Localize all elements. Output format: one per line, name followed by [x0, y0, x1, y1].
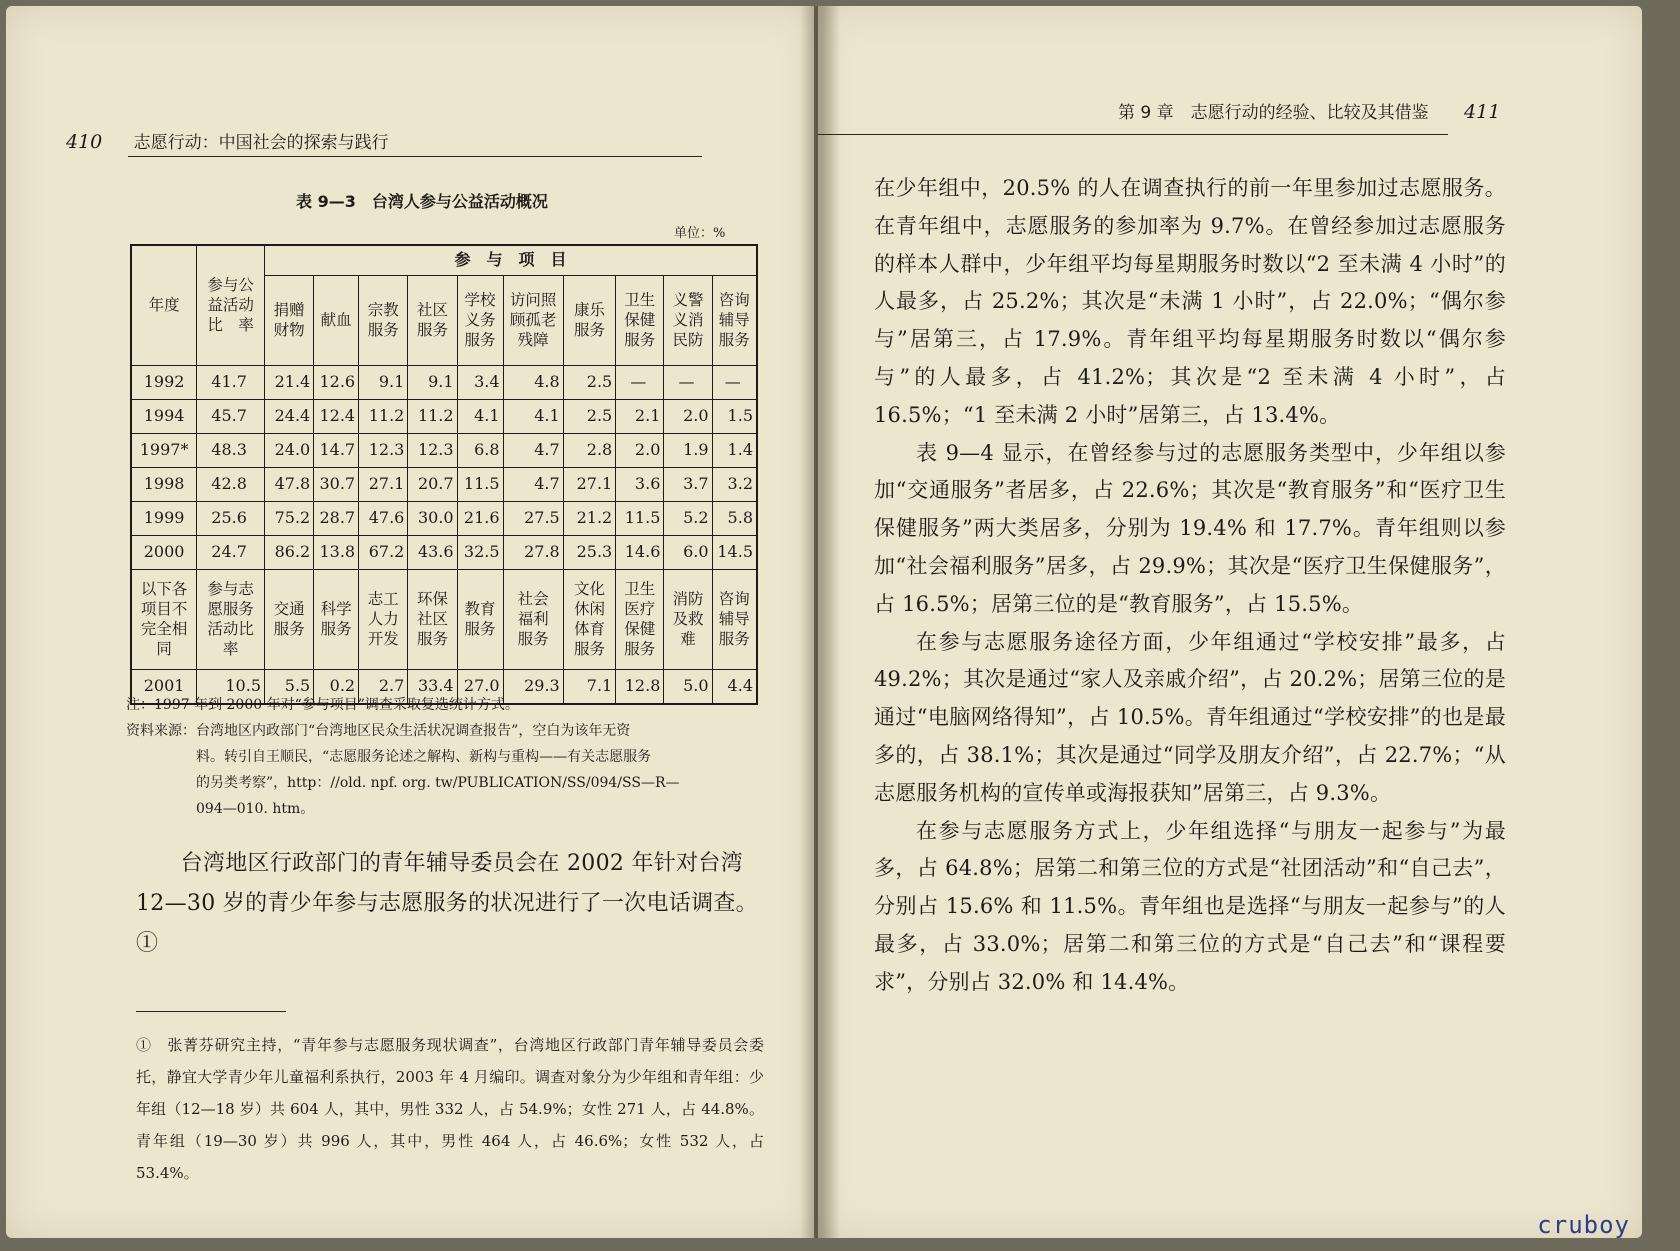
second-header-year: 以下各 项目不 完全相 同: [131, 569, 197, 669]
cell-value: —: [616, 365, 664, 399]
running-title-left: 志愿行动：中国社会的探索与践行: [133, 133, 389, 153]
cell-value: 1.4: [712, 433, 757, 467]
cell-value: 13.8: [314, 535, 359, 569]
body-line: 12—30 岁的青少年参与志愿服务的状况进行了一次电话调查。①: [136, 891, 758, 956]
source-line: 094—010. htm。: [196, 801, 315, 817]
cell-value: 86.2: [265, 535, 314, 569]
cell-value: 4.8: [503, 365, 563, 399]
cell-value: 33.4: [408, 669, 457, 704]
cell-value: 2.0: [664, 399, 712, 433]
header-items-group: 参 与 项 目: [265, 245, 758, 275]
header-rule-right: [818, 134, 1448, 135]
cell-value: 6.8: [457, 433, 503, 467]
cell-value: 75.2: [265, 501, 314, 535]
source-line: 资料来源：台湾地区内政部门“台湾地区民众生活状况调查报告”，空白为该年无资: [126, 723, 631, 739]
item-header: 卫生 保健 服务: [616, 275, 664, 365]
cell-year: 1994: [131, 399, 197, 433]
table-row: [131, 433, 757, 467]
table-unit: 单位：%: [674, 226, 726, 241]
cell-value: 11.2: [359, 399, 408, 433]
cell-value: 0.2: [314, 669, 359, 704]
cell-value: 21.2: [563, 501, 616, 535]
cell-value: 21.4: [265, 365, 314, 399]
table-row: [131, 399, 757, 433]
cell-value: 12.3: [359, 433, 408, 467]
running-header-left: [66, 128, 389, 153]
body-line: 台湾地区行政部门的青年辅导委员会在 2002 年针对台湾: [136, 851, 743, 876]
cell-value: 12.4: [314, 399, 359, 433]
header-rule-left: [128, 156, 702, 157]
table-row: [131, 535, 757, 569]
cell-value: 43.6: [408, 535, 457, 569]
paragraph: 表 9—4 显示，在曾经参与过的志愿服务类型中，少年组以参加“交通服务”者居多，占 22.6%；其次是“教育服务”和“医疗卫生保健服务”两大类居多，分别为 19.4% 和 17.7%。青年组则以参加“社会福利服务”居多，占 29.9%；其次是“医疗卫生保健服务”，占 16.5%；居第三位的是“教育服务”，占 15.5%。: [874, 440, 1506, 616]
table-row: [131, 467, 757, 501]
running-header-right: [1118, 98, 1500, 123]
item-header: 献血: [314, 275, 359, 365]
cell-value: 1.9: [664, 433, 712, 467]
cell-value: 3.6: [616, 467, 664, 501]
second-item-header: 消防 及救 难: [664, 569, 712, 669]
cell-value: 6.0: [664, 535, 712, 569]
second-item-header: 咨询 辅导 服务: [712, 569, 757, 669]
item-header: 咨询 辅导 服务: [712, 275, 757, 365]
cell-rate: 24.7: [197, 535, 265, 569]
cell-value: 5.5: [265, 669, 314, 704]
item-header: 捐赠 财物: [265, 275, 314, 365]
paragraph: 在少年组中，20.5% 的人在调查执行的前一年里参加过志愿服务。在青年组中，志愿服务的参加率为 9.7%。在曾经参加过志愿服务的样本人群中，少年组平均每星期服务时数以“2 至未满 4 小时”的人最多，占 25.2%；其次是“未满 1 小时”，占 22.0%；“偶尔参与”居第三，占 17.9%。青年组平均每星期服务时数以“偶尔参与”的人最多，占 41.2%；其次是“2 至未满 4 小时”，占 16.5%；“1 至未满 2 小时”居第三，占 13.4%。: [874, 176, 1506, 427]
second-item-header: 教育 服务: [457, 569, 503, 669]
cell-value: 2.1: [616, 399, 664, 433]
cell-year: 1992: [131, 365, 197, 399]
table-note: 注：1997 年到 2000 年对“参与项目”调查采取复选统计方式。: [126, 697, 519, 713]
second-header-rate: 参与志 愿服务 活动比 率: [197, 569, 265, 669]
paragraph: 在参与志愿服务途径方面，少年组通过“学校安排”最多，占 49.2%；其次是通过“家人及亲戚介绍”，占 20.2%；居第三位的是通过“电脑网络得知”，占 10.5%。青年组通过“学校安排”的也是最多的，占 38.1%；其次是通过“同学及朋友介绍”，占 22.7%；“从志愿服务机构的宣传单或海报获知”居第三，占 9.3%。: [874, 629, 1506, 805]
cell-value: 47.8: [265, 467, 314, 501]
cell-value: 28.7: [314, 501, 359, 535]
second-item-header: 科学 服务: [314, 569, 359, 669]
cell-value: 30.7: [314, 467, 359, 501]
table-row: [131, 501, 757, 535]
second-item-header: 卫生 医疗 保健 服务: [616, 569, 664, 669]
table-row: [131, 365, 757, 399]
cell-value: 1.5: [712, 399, 757, 433]
cell-value: 14.6: [616, 535, 664, 569]
cell-rate: 45.7: [197, 399, 265, 433]
source-line: 料。转引自王顺民，“志愿服务论述之解构、新构与重构——有关志愿服务: [196, 749, 652, 765]
cell-value: 2.5: [563, 399, 616, 433]
cell-value: 5.0: [664, 669, 712, 704]
cell-value: 11.2: [408, 399, 457, 433]
cell-value: 24.4: [265, 399, 314, 433]
cell-value: 4.4: [712, 669, 757, 704]
cell-value: 4.1: [503, 399, 563, 433]
cell-value: 27.1: [563, 467, 616, 501]
cell-year: 1997*: [131, 433, 197, 467]
cell-value: 27.5: [503, 501, 563, 535]
cell-value: 14.7: [314, 433, 359, 467]
item-header: 社区 服务: [408, 275, 457, 365]
second-item-header: 文化 休闲 体育 服务: [563, 569, 616, 669]
body-text-left: [136, 844, 766, 964]
left-page: [6, 6, 814, 1238]
participation-table: [130, 244, 758, 705]
cell-rate: 10.5: [197, 669, 265, 704]
item-header: 访问照 顾孤老 残障: [503, 275, 563, 365]
paragraph: 在参与志愿服务方式上，少年组选择“与朋友一起参与”为最多，占 64.8%；居第二和第三位的方式是“社团活动”和“自己去”，分别占 15.6% 和 11.5%。青年组也是选择“与朋友一起参与”的人最多，占 33.0%；居第二和第三位的方式是“自己去”和“课程要求”，分别占 32.0% 和 14.4%。: [874, 818, 1506, 994]
cell-value: —: [664, 365, 712, 399]
cell-value: 2.0: [616, 433, 664, 467]
cell-value: 3.7: [664, 467, 712, 501]
header-rate: 参与公 益活动 比 率: [197, 245, 265, 365]
cell-year: 1998: [131, 467, 197, 501]
cell-value: 12.8: [616, 669, 664, 704]
cell-value: 21.6: [457, 501, 503, 535]
cell-rate: 41.7: [197, 365, 265, 399]
cell-value: 24.0: [265, 433, 314, 467]
second-item-header: 志工 人力 开发: [359, 569, 408, 669]
cell-value: 12.6: [314, 365, 359, 399]
cell-value: 2.8: [563, 433, 616, 467]
cell-value: 11.5: [616, 501, 664, 535]
cell-value: 9.1: [359, 365, 408, 399]
table-title: 表 9—3 台湾人参与公益活动概况: [296, 192, 548, 211]
cell-value: 12.3: [408, 433, 457, 467]
page-number-right: 411: [1464, 101, 1501, 123]
cell-year: 1999: [131, 501, 197, 535]
cell-rate: 48.3: [197, 433, 265, 467]
scanner-watermark: cruboy: [1537, 1211, 1630, 1239]
footnote: ① 张菁芬研究主持，“青年参与志愿服务现状调查”，台湾地区行政部门青年辅导委员会委托，静宜大学青少年儿童福利系执行，2003 年 4 月编印。调查对象分为少年组和青年组：少年组（12—18 岁）共 604 人，其中，男性 332 人，占 54.9%；女性 271 人，占 44.8%。青年组（19—30 岁）共 996 人，其中，男性 464 人，占 46.6%；女性 532 人，占 53.4%。: [136, 1036, 764, 1182]
item-header: 义警 义消 民防: [664, 275, 712, 365]
cell-value: 7.1: [563, 669, 616, 704]
second-item-header: 社会 福利 服务: [503, 569, 563, 669]
cell-value: —: [712, 365, 757, 399]
header-year: 年度: [131, 245, 197, 365]
item-header: 康乐 服务: [563, 275, 616, 365]
cell-value: 5.2: [664, 501, 712, 535]
second-item-header: 环保 社区 服务: [408, 569, 457, 669]
cell-value: 11.5: [457, 467, 503, 501]
cell-rate: 42.8: [197, 467, 265, 501]
right-page: [818, 6, 1642, 1238]
cell-value: 4.7: [503, 433, 563, 467]
cell-year: 2000: [131, 535, 197, 569]
cell-value: 30.0: [408, 501, 457, 535]
cell-value: 20.7: [408, 467, 457, 501]
body-text-right: [874, 170, 1506, 1002]
cell-value: 67.2: [359, 535, 408, 569]
cell-value: 25.3: [563, 535, 616, 569]
cell-value: 27.0: [457, 669, 503, 704]
cell-value: 47.6: [359, 501, 408, 535]
item-header: 学校 义务 服务: [457, 275, 503, 365]
cell-rate: 25.6: [197, 501, 265, 535]
cell-value: 2.7: [359, 669, 408, 704]
cell-year: 2001: [131, 669, 197, 704]
running-title-right: 第 9 章 志愿行动的经验、比较及其借鉴: [1118, 103, 1429, 123]
cell-value: 27.1: [359, 467, 408, 501]
table-source: [126, 718, 726, 822]
page-number-left: 410: [66, 131, 103, 153]
cell-value: 3.2: [712, 467, 757, 501]
cell-value: 4.7: [503, 467, 563, 501]
cell-value: 29.3: [503, 669, 563, 704]
item-header: 宗教 服务: [359, 275, 408, 365]
footnote-rule: [136, 1011, 286, 1012]
second-item-header: 交通 服务: [265, 569, 314, 669]
cell-value: 4.1: [457, 399, 503, 433]
cell-value: 14.5: [712, 535, 757, 569]
cell-value: 5.8: [712, 501, 757, 535]
source-line: 的另类考察”，http：//old. npf. org. tw/PUBLICATION/SS/094/SS—R—: [196, 775, 680, 791]
cell-value: 2.5: [563, 365, 616, 399]
cell-value: 9.1: [408, 365, 457, 399]
cell-value: 32.5: [457, 535, 503, 569]
cell-value: 27.8: [503, 535, 563, 569]
cell-value: 3.4: [457, 365, 503, 399]
